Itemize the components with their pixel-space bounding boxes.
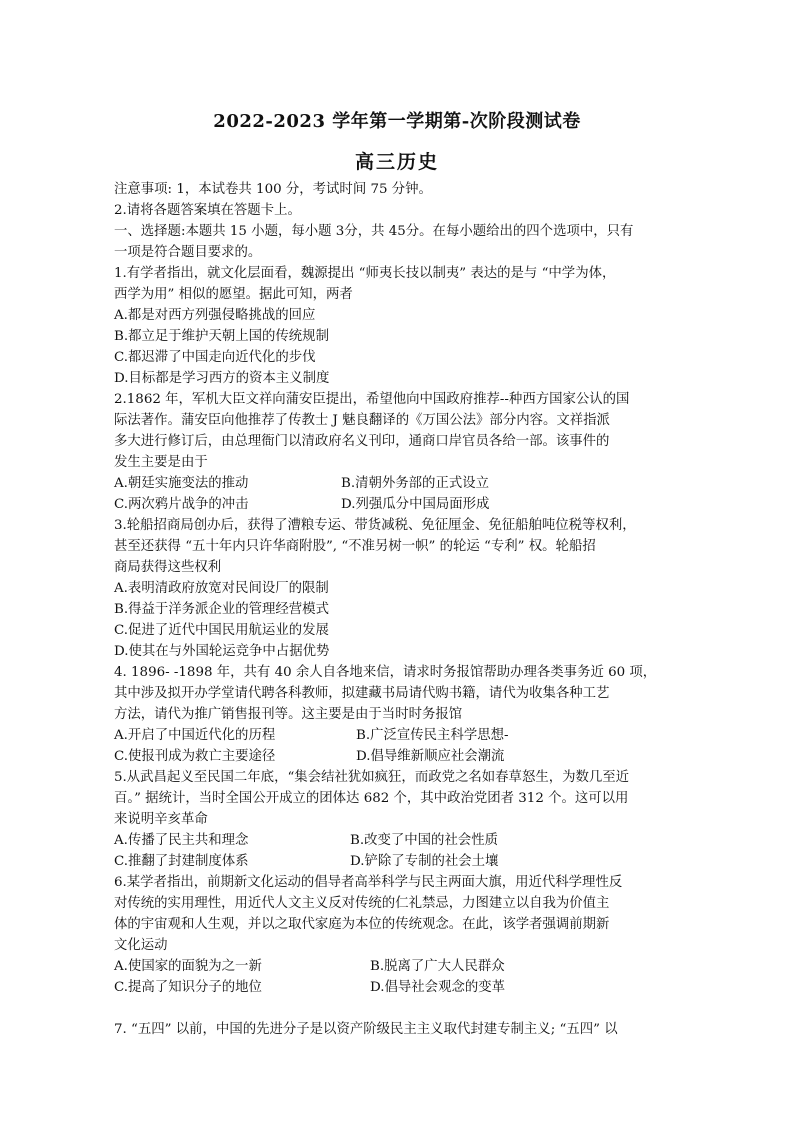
question-6-option-c: C.提高了知识分子的地位 bbox=[114, 980, 262, 995]
question-4-option-a: A.开启了中国近代化的历程 bbox=[114, 728, 276, 743]
question-4-option-c: C.使报刊成为救亡主要途径 bbox=[114, 749, 276, 764]
question-6-stem: 体的宇宙观和人生观，并以之取代家庭为本位的传统观念。在此，该学者强调前期新 bbox=[114, 917, 610, 932]
question-3-option-a: A.表明清政府放宽对民间设厂的限制 bbox=[114, 581, 329, 596]
question-4-option-b: B.广泛宣传民主科学思想- bbox=[356, 728, 509, 743]
question-5-stem: 百。” 据统计，当时全国公开成立的团体达 682 个，其中政治党团者 312 个。这可以用 bbox=[114, 791, 629, 806]
section-heading: 一项是符合题目要求的。 bbox=[114, 245, 262, 260]
question-5-stem: 5.从武昌起义至民国二年底，“集会结社犹如疯狂，而政党之名如春草怒生，为数几至近 bbox=[114, 770, 630, 785]
question-2-option-c: C.两次鸦片战争的冲击 bbox=[114, 497, 249, 512]
question-5-option-c: C.推翻了封建制度体系 bbox=[114, 854, 249, 869]
question-3-option-d: D.使其在与外国轮运竞争中占据优势 bbox=[114, 644, 330, 659]
question-1-option-c: C.都迟滞了中国走向近代化的步伐 bbox=[114, 350, 316, 365]
question-1-option-d: D.目标都是学习西方的资本主义制度 bbox=[114, 371, 330, 386]
question-5-option-a: A.传播了民主共和理念 bbox=[114, 833, 249, 848]
exam-subject: 高三历史 bbox=[354, 151, 439, 173]
question-1-stem: 1.有学者指出，就文化层面看，魏源提出 “师夷长技以制夷” 表达的是与 “中学为体， bbox=[114, 266, 616, 281]
question-5-option-b: B.改变了中国的社会性质 bbox=[350, 833, 499, 848]
note-line: 2.请将各题答案填在答题卡上。 bbox=[114, 203, 301, 218]
note-line: 注意事项: 1，本试卷共 100 分，考试时间 75 分钟。 bbox=[114, 182, 432, 197]
question-5-option-d: D.铲除了专制的社会土壤 bbox=[350, 854, 499, 869]
question-6-stem: 文化运动 bbox=[114, 938, 168, 953]
question-1-option-a: A.都是对西方列强侵略挑战的回应 bbox=[114, 308, 316, 323]
question-3-stem: 甚至还获得 “五十年内只许华商附股”, “不准另树一帜” 的轮运 “专利” 权。轮船招 bbox=[114, 539, 596, 554]
question-2-stem: 2.1862 年，军机大臣文祥向蒲安臣提出，希望他向中国政府推荐--种西方国家公认的国 bbox=[114, 392, 630, 407]
question-2-stem: 际法著作。蒲安臣向他推荐了传教士 J 魅良翻译的《万国公法》部分内容。文祥指派 bbox=[114, 413, 610, 428]
question-1-stem: 西学为用” 相似的愿望。据此可知，两者 bbox=[114, 287, 353, 302]
section-heading: 一、选择题:本题共 15 小题，每小题 3分，共 45分。在每小题给出的四个选项中，只有 bbox=[114, 224, 634, 239]
question-7-stem: 7. “五四” 以前，中国的先进分子是以资产阶级民主主义取代封建专制主义; “五四” 以 bbox=[114, 1022, 618, 1037]
exam-title: 2022-2023 学年第一学期第-次阶段测试卷 bbox=[213, 111, 581, 132]
question-3-stem: 3.轮船招商局创办后，获得了漕粮专运、带货减税、免征厘金、免征船舶吨位税等权利， bbox=[114, 518, 636, 533]
question-4-option-d: D.倡导维新顺应社会潮流 bbox=[356, 749, 505, 764]
question-6-option-b: B.脱离了广大人民群众 bbox=[370, 959, 505, 974]
question-4-stem: 4. 1896- -1898 年，共有 40 余人自各地来信，请求时务报馆帮助办理各类事务近 60 项， bbox=[114, 665, 657, 680]
question-3-stem: 商局获得这些权利 bbox=[114, 560, 222, 575]
question-4-stem: 方法，请代为推广销售报刊等。这主要是由于当时时务报馆 bbox=[114, 707, 463, 722]
question-4-stem: 其中涉及拟开办学堂请代聘各科教师，拟建藏书局请代购书籍，请代为收集各种工艺 bbox=[114, 686, 610, 701]
question-5-stem: 来说明辛亥革命 bbox=[114, 812, 208, 827]
question-6-stem: 6.某学者指出，前期新文化运动的倡导者高举科学与民主两面大旗，用近代科学理性反 bbox=[114, 875, 623, 890]
question-2-stem: 发生主要是由于 bbox=[114, 455, 208, 470]
question-3-option-b: B.得益于洋务派企业的管理经营模式 bbox=[114, 602, 329, 617]
question-2-option-a: A.朝廷实施变法的推动 bbox=[114, 476, 249, 491]
question-2-option-d: D.列强瓜分中国局面形成 bbox=[341, 497, 490, 512]
question-6-option-d: D.倡导社会观念的变革 bbox=[370, 980, 506, 995]
question-2-option-b: B.清朝外务部的正式设立 bbox=[341, 476, 490, 491]
question-6-option-a: A.使国家的面貌为之一新 bbox=[114, 959, 262, 974]
question-1-option-b: B.都立足于维护天朝上国的传统规制 bbox=[114, 329, 329, 344]
question-6-stem: 对传统的实用理性，用近代人文主义反对传统的仁礼禁忌，力图建立以自我为价值主 bbox=[114, 896, 610, 911]
question-2-stem: 多大进行修订后，由总理衙门以清政府名义刊印，通商口岸官员各给一部。该事件的 bbox=[114, 434, 610, 449]
question-3-option-c: C.促进了近代中国民用航运业的发展 bbox=[114, 623, 329, 638]
